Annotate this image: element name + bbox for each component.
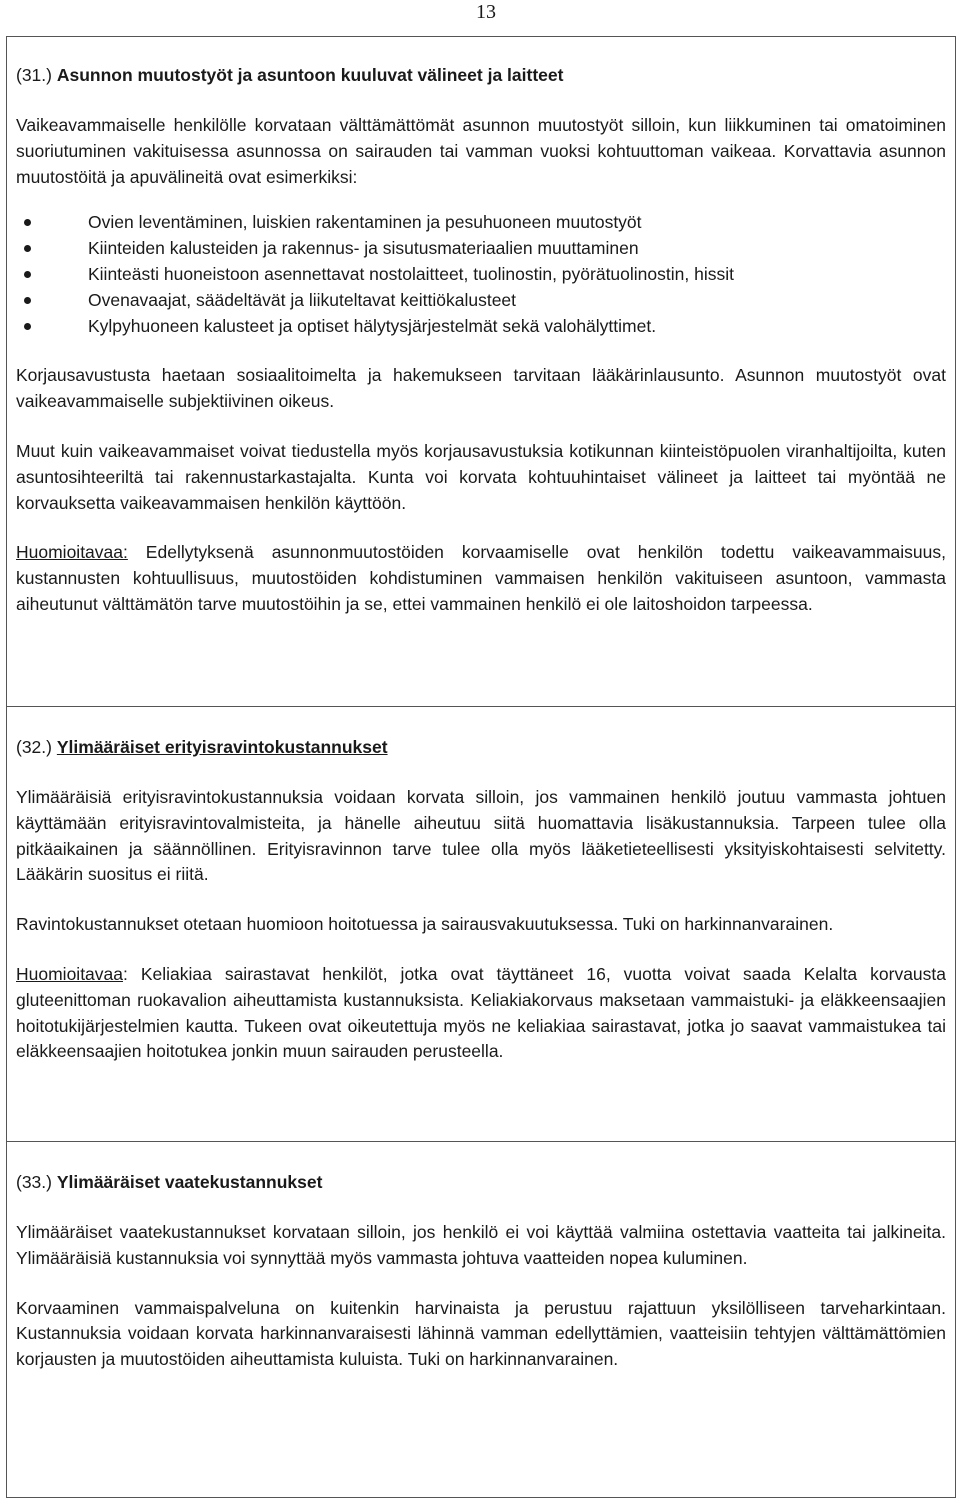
section-32 (16, 736, 946, 1065)
section-32-paragraph-1: Ylimääräisiä erityisravintokustannuksia voidaan korvata silloin, jos vammainen henkilö joutuu vammasta johtuen käyttämään erityisravintovalmisteita, ja hänelle aiheutuu siitä huomattavia lisäkustannuksia. Tarpeen tulee olla pitkäaikainen ja säännöllinen. Erityisravinnon tarve tulee olla myös lääketieteellisesti yksityiskohtaisesti selvitetty. Lääkärin suositus ei riitä. (16, 787, 946, 885)
section-31-intro: Vaikeavammaiselle henkilölle korvataan välttämättömät asunnon muutostyöt silloin, kun liikkuminen tai omatoiminen suoriutuminen vakituisessa asunnossa on sairauden tai vamman vuoksi kohtuuttoman vaikeaa. Korvattavia asunnon muutostöitä ja apuvälineitä ovat esimerkiksi: (16, 115, 946, 187)
bullet-icon (24, 323, 31, 330)
page-number: 13 (476, 1, 496, 23)
list-item (16, 314, 946, 340)
section-divider (7, 706, 955, 707)
section-32-heading (16, 736, 946, 758)
list-item-text: Ovien leventäminen, luiskien rakentaminen ja pesuhuoneen muutostyöt (88, 212, 642, 233)
list-item (16, 236, 946, 262)
bullet-icon (24, 297, 31, 304)
section-31-note (16, 540, 946, 617)
note-text: Edellytyksenä asunnonmuutostöiden korvaamiselle ovat henkilön todettu vaikeavammaisuus, kustannusten kohtuullisuus, muutostöiden kohdistuminen vammaisen henkilön vakituiseen asuntoon, vammasta aiheutunut välttämätön tarve muutostöihin ja se, ettei vammainen henkilö ei ole laitoshoidon tarpeessa. (16, 542, 946, 614)
note-label: Huomioitavaa (16, 963, 123, 984)
section-31-bullet-list (16, 210, 946, 339)
bullet-icon (24, 271, 31, 278)
section-31-paragraph-3: Muut kuin vaikeavammaiset voivat tiedustella myös korjausavustuksia kotikunnan kiinteistöpuolen viranhaltijoilta, kuten asuntosihteeriltä tai rakennustarkastajalta. Kunta voi korvata kohtuuhintaiset välineet ja laitteet tai myöntää ne korvauksetta vaikeavammaisen henkilön käyttöön. (16, 440, 946, 513)
section-33-number: (33.) (16, 1172, 52, 1192)
list-item-text: Kylpyhuoneen kalusteet ja optiset hälytysjärjestelmät sekä valohälyttimet. (88, 315, 657, 336)
section-32-title: Ylimääräiset erityisravintokustannukset (56, 737, 388, 757)
list-item (16, 262, 946, 288)
note-text: : Keliakiaa sairastavat henkilöt, jotka ovat täyttäneet 16, vuotta voivat saada Kelalta korvausta gluteenittoman ruokavalion aiheuttamista kustannuksista. Keliakiakorvaus maksetaan vammaistuki- ja eläkkeensaajien hoitotukijärjestelmien kautta. Tukeen ovat oikeutettuja myös ne keliakiaa sairastavat, jotka jo saavat vammaistukea tai eläkkeensaajien hoitotukea jonkin muun sairauden perusteella. (16, 963, 946, 1062)
section-33-paragraph-1: Ylimääräiset vaatekustannukset korvataan silloin, jos henkilö ei voi käyttää valmiina ostettavia vaatteita tai jalkineita. Ylimääräisiä kustannuksia voi synnyttää myös vammasta johtuva vaatteiden nopea kuluminen. (16, 1222, 946, 1268)
section-33-paragraph-2: Korvaaminen vammaispalveluna on kuitenkin harvinaista ja perustuu rajattuun yksilölliseen tarveharkintaan. Kustannuksia voidaan korvata harkinnanvaraisesti lähinnä vamman edellyttämien, vaatteisiin tehtyjen välttämättömien korjausten ja muutostöiden aiheuttamista kuluista. Tuki on harkinnanvarainen. (16, 1297, 946, 1370)
section-33-heading (16, 1171, 946, 1193)
list-item-text: Ovenavaajat, säädeltävät ja liikuteltavat keittiökalusteet (88, 289, 517, 310)
list-item (16, 288, 946, 314)
section-33 (16, 1171, 946, 1373)
note-label: Huomioitavaa: (16, 542, 128, 563)
bullet-icon (24, 245, 31, 252)
section-divider (7, 1141, 955, 1142)
section-31 (16, 64, 946, 618)
section-31-title: Asunnon muutostyöt ja asuntoon kuuluvat välineet ja laitteet (56, 65, 564, 85)
section-31-number: (31.) (16, 65, 52, 85)
section-32-paragraph-2: Ravintokustannukset otetaan huomioon hoitotuessa ja sairausvakuutuksessa. Tuki on harkinnanvarainen. (16, 914, 834, 935)
list-item-text: Kiinteiden kalusteiden ja rakennus- ja sisutusmateriaalien muuttaminen (88, 238, 639, 259)
section-32-note (16, 962, 946, 1065)
section-31-paragraph-2: Korjausavustusta haetaan sosiaalitoimelta ja hakemukseen tarvitaan lääkärinlausunto. Asunnon muutostyöt ovat vaikeavammaiselle subjektiivinen oikeus. (16, 365, 946, 412)
content-frame (6, 36, 956, 1498)
bullet-icon (24, 219, 31, 226)
section-32-number: (32.) (16, 737, 52, 757)
section-31-heading (16, 64, 946, 86)
list-item (16, 210, 946, 236)
list-item-text: Kiinteästi huoneistoon asennettavat nostolaitteet, tuolinostin, pyörätuolinostin, hissit (88, 263, 734, 284)
section-33-title: Ylimääräiset vaatekustannukset (56, 1172, 323, 1192)
